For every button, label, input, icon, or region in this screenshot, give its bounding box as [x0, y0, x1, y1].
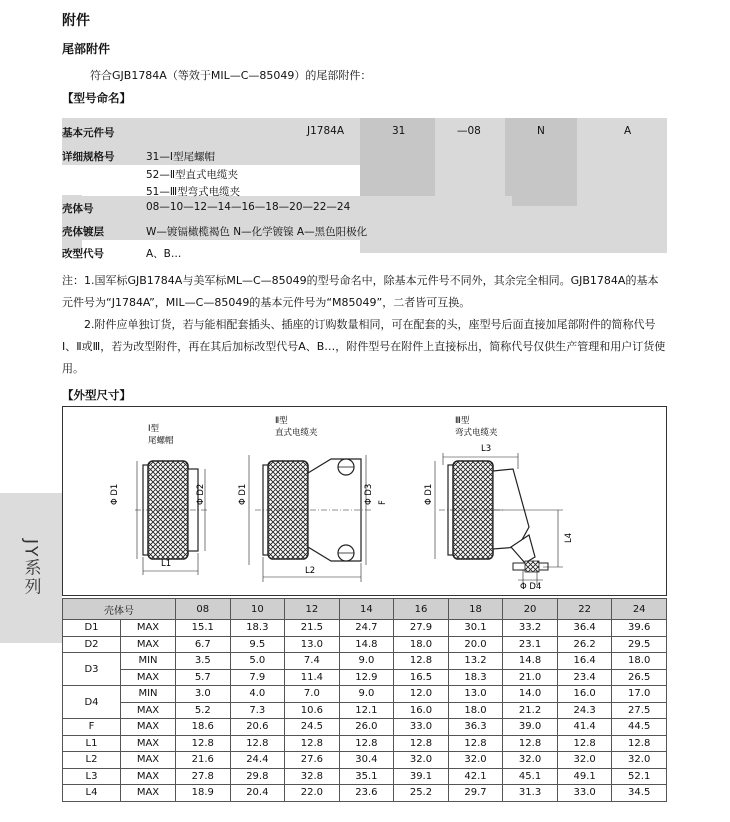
dimension-value: 31.3	[503, 785, 558, 802]
dimension-name: L1	[63, 735, 121, 752]
dimension-value: 21.5	[285, 620, 340, 637]
dimension-value: 32.0	[557, 752, 612, 769]
shell-size: 24	[612, 599, 667, 620]
dimension-value: 9.5	[230, 636, 285, 653]
dimension-value: 9.0	[339, 686, 394, 703]
dimension-name: D1	[63, 620, 121, 637]
dimension-value: 27.8	[176, 768, 231, 785]
dimension-kind: MAX	[121, 768, 176, 785]
dimension-value: 12.9	[339, 669, 394, 686]
naming-value: 31—Ⅰ型尾螺帽	[146, 151, 215, 163]
shell-size: 10	[230, 599, 285, 620]
dimension-value: 11.4	[285, 669, 340, 686]
dimension-value: 44.5	[612, 719, 667, 736]
type3-label-d1: Φ D1	[424, 483, 434, 505]
type1-label-l1: L1	[161, 559, 172, 569]
table-row	[63, 735, 667, 752]
dimension-value: 52.1	[612, 768, 667, 785]
dimension-name: L2	[63, 752, 121, 769]
naming-label: 改型代号	[62, 248, 104, 260]
naming-example-spec: 31	[392, 125, 406, 137]
dimension-value: 9.0	[339, 653, 394, 670]
type2-name: 直式电缆夹	[275, 428, 318, 438]
dimension-value: 5.2	[176, 702, 231, 719]
dimension-name: F	[63, 719, 121, 736]
dimensions-table	[62, 598, 667, 802]
type1-label-d2: Φ D2	[196, 483, 206, 505]
type3-name: 弯式电缆夹	[455, 428, 498, 438]
dimension-kind: MAX	[121, 636, 176, 653]
naming-value: 51—Ⅲ型弯式电缆夹	[146, 186, 241, 198]
dimension-value: 39.6	[612, 620, 667, 637]
dimension-value: 12.8	[394, 735, 449, 752]
dimension-name: D4	[63, 686, 121, 719]
table-row	[63, 636, 667, 653]
dimension-value: 18.6	[176, 719, 231, 736]
type3-label-l3: L3	[481, 444, 492, 454]
dimension-value: 36.4	[557, 620, 612, 637]
dimension-value: 13.0	[285, 636, 340, 653]
type3-code: Ⅲ型	[455, 416, 470, 426]
type3-label-l4: L4	[564, 532, 574, 543]
dimension-value: 39.1	[394, 768, 449, 785]
dimension-value: 32.0	[612, 752, 667, 769]
dimension-name: L4	[63, 785, 121, 802]
shell-size: 08	[176, 599, 231, 620]
dimension-value: 3.0	[176, 686, 231, 703]
dimension-value: 20.6	[230, 719, 285, 736]
dimension-value: 21.2	[503, 702, 558, 719]
naming-section-title: 【型号命名】	[62, 91, 131, 105]
dimension-value: 26.0	[339, 719, 394, 736]
dimension-value: 21.6	[176, 752, 231, 769]
dimension-value: 34.5	[612, 785, 667, 802]
table-row	[63, 686, 667, 703]
dimension-kind: MAX	[121, 735, 176, 752]
table-row	[63, 785, 667, 802]
dimension-value: 14.8	[339, 636, 394, 653]
dimension-value: 25.2	[394, 785, 449, 802]
dimensions-section-title: 【外型尺寸】	[62, 388, 131, 402]
dimension-value: 13.0	[448, 686, 503, 703]
dimension-value: 18.0	[394, 636, 449, 653]
dimension-value: 13.2	[448, 653, 503, 670]
naming-example-mod: A	[624, 125, 632, 137]
table-row	[63, 620, 667, 637]
type1-name: 尾螺帽	[148, 436, 174, 446]
dimension-value: 3.5	[176, 653, 231, 670]
table-row	[63, 768, 667, 785]
dimension-value: 5.0	[230, 653, 285, 670]
dimension-value: 39.0	[503, 719, 558, 736]
type2-label-d3: Φ D3	[364, 483, 374, 505]
dimension-value: 17.0	[612, 686, 667, 703]
dimension-value: 29.8	[230, 768, 285, 785]
dimension-value: 33.0	[557, 785, 612, 802]
dimension-kind: MAX	[121, 752, 176, 769]
dimension-value: 29.5	[612, 636, 667, 653]
dimension-value: 5.7	[176, 669, 231, 686]
dimension-kind: MIN	[121, 653, 176, 670]
dimension-value: 22.0	[285, 785, 340, 802]
dimension-value: 42.1	[448, 768, 503, 785]
naming-row-basic	[62, 125, 667, 139]
naming-label: 壳体号	[62, 203, 94, 215]
dimension-value: 20.4	[230, 785, 285, 802]
dimension-kind: MAX	[121, 669, 176, 686]
dimension-kind: MAX	[121, 719, 176, 736]
shell-size: 20	[503, 599, 558, 620]
dimension-value: 6.7	[176, 636, 231, 653]
dimension-value: 32.0	[503, 752, 558, 769]
dimension-value: 12.8	[557, 735, 612, 752]
table-header-label: 壳体号	[63, 599, 176, 620]
naming-value: W—镀镉橄榄褐色 N—化学镀镍 A—黑色阳极化	[146, 226, 368, 238]
dimension-value: 18.9	[176, 785, 231, 802]
dimension-value: 7.4	[285, 653, 340, 670]
naming-label: 基本元件号	[62, 127, 115, 139]
dimension-kind: MIN	[121, 686, 176, 703]
dimension-value: 16.0	[557, 686, 612, 703]
naming-example-plating: N	[537, 125, 545, 137]
dimension-value: 15.1	[176, 620, 231, 637]
page-title: 附件	[62, 13, 90, 29]
shell-size: 16	[394, 599, 449, 620]
dimension-value: 23.4	[557, 669, 612, 686]
type3-drawing	[435, 453, 563, 585]
series-label-text: JY系列	[20, 539, 41, 597]
naming-label: 壳体镀层	[62, 226, 104, 238]
type3-label-d4: Φ D4	[520, 582, 542, 592]
dimension-value: 27.9	[394, 620, 449, 637]
table-row	[63, 702, 667, 719]
dimension-value: 12.1	[339, 702, 394, 719]
dimension-value: 18.0	[612, 653, 667, 670]
dimension-value: 12.8	[448, 735, 503, 752]
naming-value: 08—10—12—14—16—18—20—22—24	[146, 201, 351, 213]
shell-size: 22	[557, 599, 612, 620]
dimension-value: 16.5	[394, 669, 449, 686]
dimension-value: 10.6	[285, 702, 340, 719]
intro-text: 符合GJB1784A（等效于MIL—C—85049）的尾部附件：	[90, 69, 372, 82]
dimension-value: 35.1	[339, 768, 394, 785]
dimension-value: 24.3	[557, 702, 612, 719]
type1-label-d1: Φ D1	[110, 483, 120, 505]
dimension-value: 12.8	[230, 735, 285, 752]
type2-label-f: F	[378, 500, 388, 505]
dimension-name: D2	[63, 636, 121, 653]
dimension-drawings	[62, 406, 667, 596]
dimension-value: 7.9	[230, 669, 285, 686]
dimension-value: 20.0	[448, 636, 503, 653]
naming-example-part: J1784A	[307, 125, 345, 137]
dimension-value: 32.8	[285, 768, 340, 785]
dimension-value: 27.6	[285, 752, 340, 769]
note-1: 注：1.国军标GJB1784A与美军标ML—C—85049的型号命名中，除基本元件号不同外，其余完全相同。GJB1784A的基本元件号为“J1784A”，MIL—C—85049的基本元件号为“M85049”，二者皆可互换。	[62, 274, 659, 309]
dimension-value: 23.1	[503, 636, 558, 653]
notes	[62, 270, 667, 380]
dimension-value: 16.4	[557, 653, 612, 670]
dimension-value: 12.8	[612, 735, 667, 752]
dimension-value: 41.4	[557, 719, 612, 736]
dimension-value: 49.1	[557, 768, 612, 785]
table-row	[63, 752, 667, 769]
dimension-value: 26.2	[557, 636, 612, 653]
table-row	[63, 669, 667, 686]
dimension-value: 30.1	[448, 620, 503, 637]
dimension-value: 29.7	[448, 785, 503, 802]
dimension-value: 12.8	[394, 653, 449, 670]
dimension-value: 30.4	[339, 752, 394, 769]
type1-code: Ⅰ型	[148, 424, 160, 434]
dimension-value: 18.3	[230, 620, 285, 637]
shell-size: 18	[448, 599, 503, 620]
dimension-value: 14.8	[503, 653, 558, 670]
dimension-value: 12.8	[339, 735, 394, 752]
dimension-value: 33.0	[394, 719, 449, 736]
dimension-value: 12.8	[176, 735, 231, 752]
type1-drawing	[135, 461, 208, 575]
dimension-value: 24.4	[230, 752, 285, 769]
dimension-name: L3	[63, 768, 121, 785]
naming-label: 详细规格号	[62, 151, 115, 163]
dimension-value: 36.3	[448, 719, 503, 736]
table-row	[63, 719, 667, 736]
shell-size: 12	[285, 599, 340, 620]
dimension-value: 12.8	[285, 735, 340, 752]
dimension-value: 26.5	[612, 669, 667, 686]
dimension-value: 7.0	[285, 686, 340, 703]
dimension-value: 24.5	[285, 719, 340, 736]
dimension-value: 24.7	[339, 620, 394, 637]
dimension-value: 23.6	[339, 785, 394, 802]
dimension-value: 18.3	[448, 669, 503, 686]
table-header-row	[63, 599, 667, 620]
dimension-name: D3	[63, 653, 121, 686]
type2-drawing	[249, 455, 371, 582]
note-2: 2.附件应单独订货，若与能相配套插头、插座的订购数量相同，可在配套的头，座型号后面直接加尾部附件的简称代号Ⅰ、Ⅱ或Ⅲ，若为改型附件，再在其后加标改型代号A、B…，附件型号在附件上直接标出，简称代号仅供生产管理和用户订货使用。	[62, 318, 666, 375]
naming-value: 52—Ⅱ型直式电缆夹	[146, 169, 239, 181]
naming-value: A、B…	[146, 248, 182, 260]
dimension-kind: MAX	[121, 702, 176, 719]
dimension-value: 12.0	[394, 686, 449, 703]
dimension-value: 32.0	[394, 752, 449, 769]
dimension-value: 12.8	[503, 735, 558, 752]
type2-label-l2: L2	[305, 566, 316, 576]
type2-code: Ⅱ型	[275, 416, 288, 426]
table-row	[63, 653, 667, 670]
dimension-value: 45.1	[503, 768, 558, 785]
dimension-kind: MAX	[121, 620, 176, 637]
drawings-svg	[63, 407, 666, 595]
type2-label-d1: Φ D1	[238, 483, 248, 505]
dimension-value: 7.3	[230, 702, 285, 719]
dimension-kind: MAX	[121, 785, 176, 802]
dimension-value: 32.0	[448, 752, 503, 769]
dimension-value: 18.0	[448, 702, 503, 719]
dimension-value: 4.0	[230, 686, 285, 703]
naming-example-shell: —08	[457, 125, 481, 137]
dimension-value: 16.0	[394, 702, 449, 719]
dimension-value: 27.5	[612, 702, 667, 719]
dimension-value: 21.0	[503, 669, 558, 686]
shell-size: 14	[339, 599, 394, 620]
series-sidebar-label	[0, 493, 62, 643]
section-subtitle: 尾部附件	[62, 42, 111, 56]
dimension-value: 14.0	[503, 686, 558, 703]
dimension-value: 33.2	[503, 620, 558, 637]
